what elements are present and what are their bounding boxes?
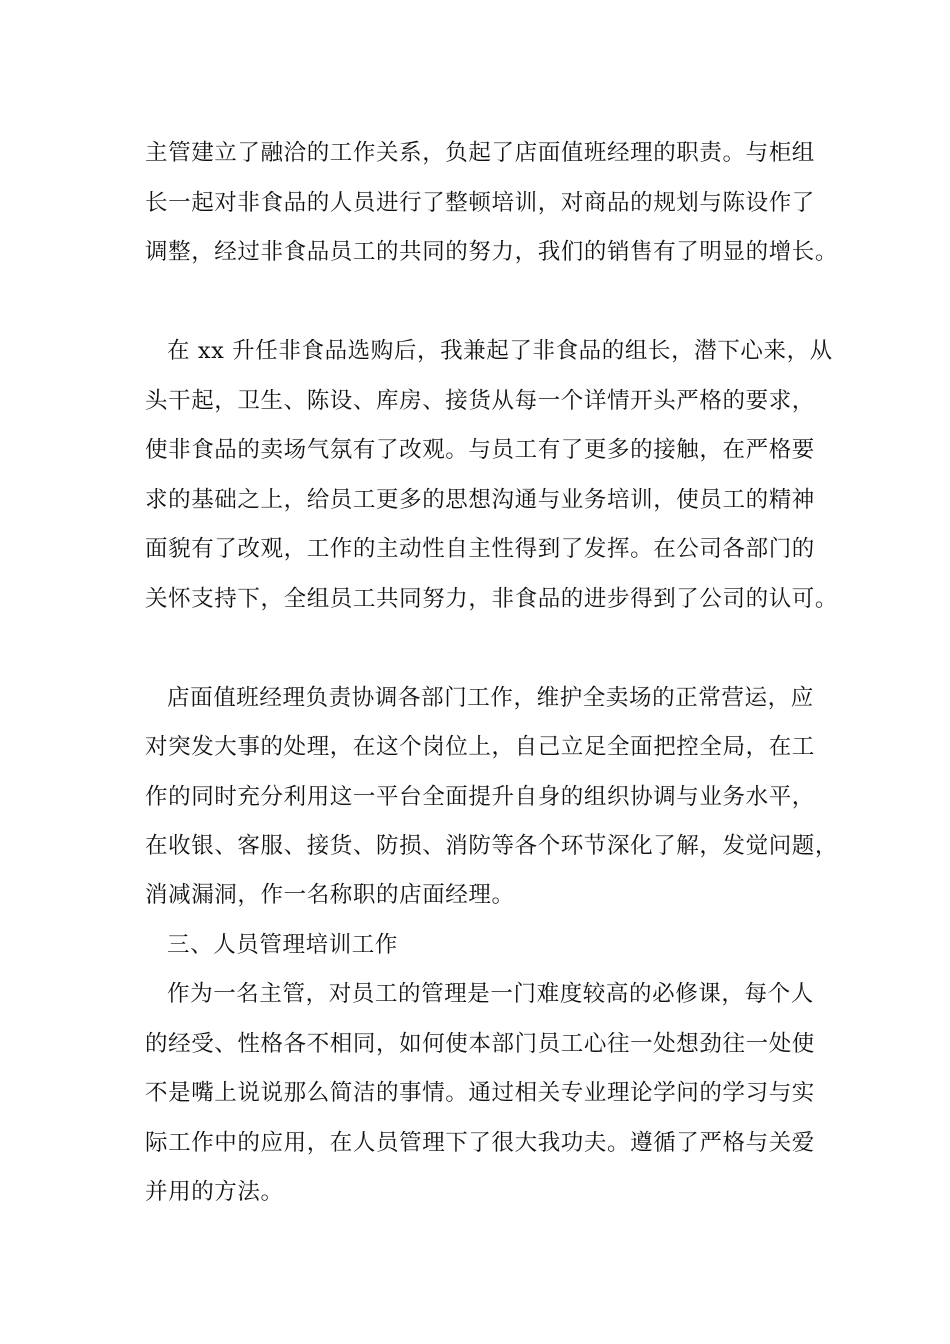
paragraph-2-line-5: 面貌有了改观，工作的主动性自主性得到了发挥。在公司各部门的 (145, 536, 815, 562)
paragraph-2-line-1: 在 xx 升任非食品选购后，我兼起了非食品的组长，潜下心来，从 (167, 338, 833, 364)
paragraph-4-line-5: 并用的方法。 (145, 1179, 284, 1205)
paragraph-2-line-3: 使非食品的卖场气氛有了改观。与员工有了更多的接触，在严格要 (145, 437, 815, 463)
paragraph-3-line-3: 作的同时充分利用这一平台全面提升自身的组织协调与业务水平， (145, 784, 815, 810)
paragraph-3-line-2: 对突发大事的处理，在这个岗位上，自己立足全面把控全局，在工 (145, 734, 815, 760)
paragraph-1-line-2: 长一起对非食品的人员进行了整顿培训，对商品的规划与陈设作了 (145, 190, 815, 216)
paragraph-1-line-1: 主管建立了融洽的工作关系，负起了店面值班经理的职责。与柜组 (145, 140, 815, 166)
paragraph-1-line-3: 调整，经过非食品员工的共同的努力，我们的销售有了明显的增长。 (145, 239, 839, 265)
paragraph-2-line-2: 头干起，卫生、陈设、库房、接货从每一个详情开头严格的要求， (145, 388, 815, 414)
paragraph-4-line-4: 际工作中的应用，在人员管理下了很大我功夫。遵循了严格与关爱 (145, 1130, 815, 1156)
paragraph-4-line-1: 作为一名主管，对员工的管理是一门难度较高的必修课，每个人 (167, 981, 814, 1007)
paragraph-3-line-4: 在收银、客服、接货、防损、消防等各个环节深化了解，发觉问题， (145, 833, 839, 859)
paragraph-3-line-5: 消减漏洞，作一名称职的店面经理。 (145, 882, 515, 908)
section-heading: 三、人员管理培训工作 (167, 932, 399, 958)
paragraph-4-line-2: 的经受、性格各不相同，如何使本部门员工心往一处想劲往一处使 (145, 1031, 815, 1057)
paragraph-3-line-1: 店面值班经理负责协调各部门工作，维护全卖场的正常营运，应 (167, 685, 814, 711)
paragraph-2-line-4: 求的基础之上，给员工更多的思想沟通与业务培训，使员工的精神 (145, 487, 815, 513)
paragraph-4-line-3: 不是嘴上说说那么简洁的事情。通过相关专业理论学问的学习与实 (145, 1080, 815, 1106)
paragraph-2-line-6: 关怀支持下，全组员工共同努力，非食品的进步得到了公司的认可。 (145, 586, 839, 612)
